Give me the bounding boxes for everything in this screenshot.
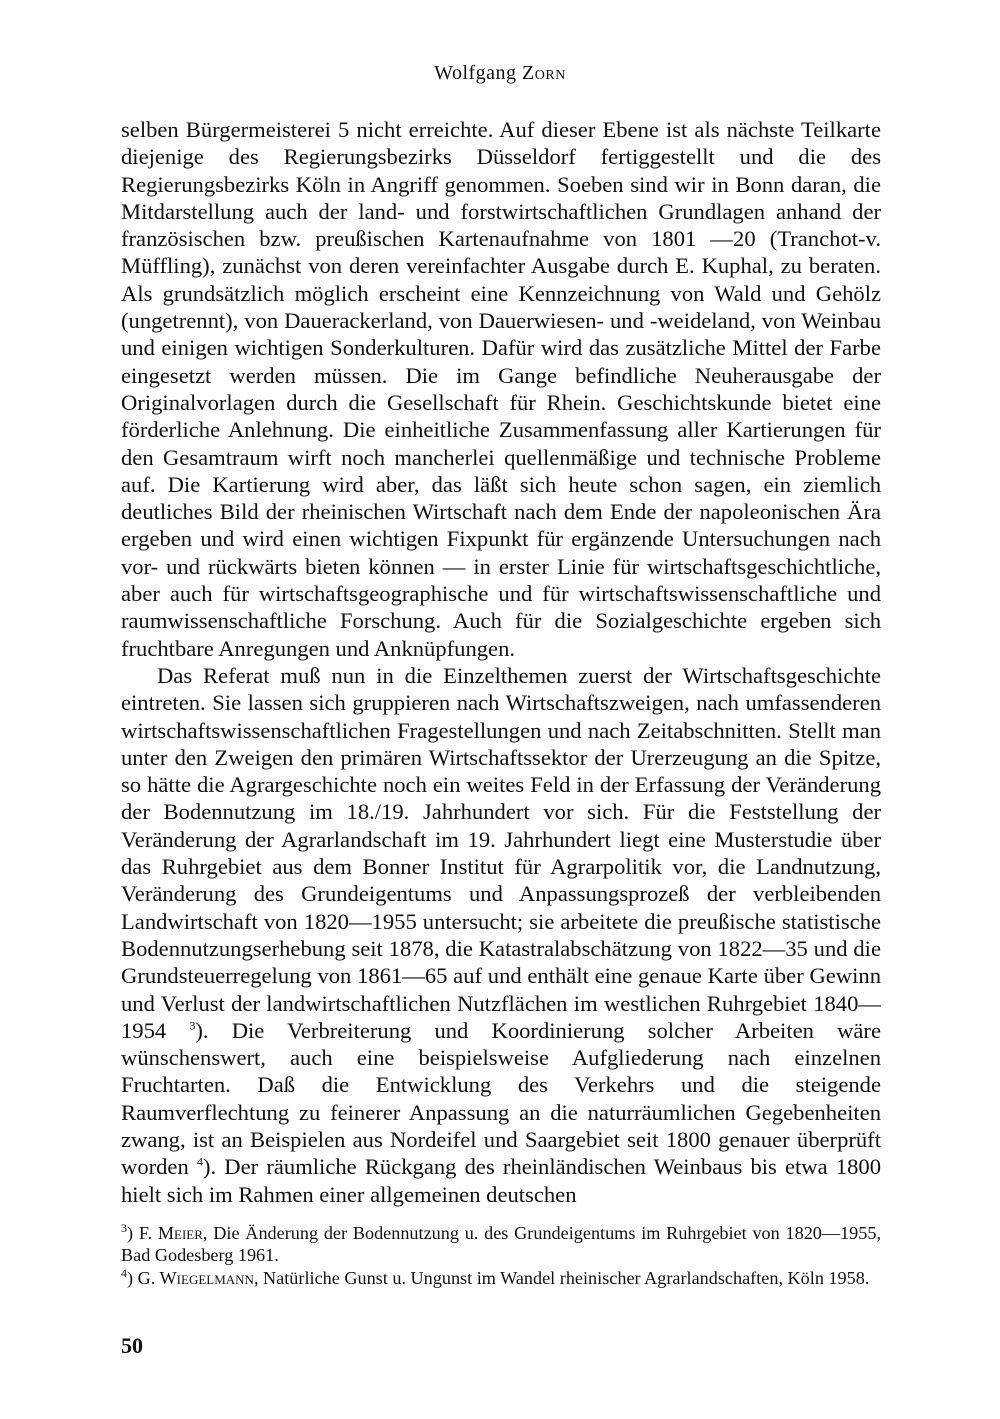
footnote-reference-3: 3 — [189, 1018, 196, 1033]
main-text — [121, 116, 881, 1208]
footnote-reference-4: 4 — [196, 1154, 203, 1169]
footnote-3: $^3$) F. Meier, Die Änderung der Bodennutzung u. des Grundeigentums im Ruhrgebiet von 1820—1955, Bad Godesberg 1961. — [121, 1220, 882, 1266]
footnote-mark: 4 — [121, 1265, 127, 1280]
paragraph-2-text-3: ). Der räumliche Rückgang des rheinländischen Weinbaus bis etwa 1800 hielt sich im Rahmen einer allgemeinen deutschen — [121, 1154, 881, 1207]
footnotes — [121, 1222, 881, 1289]
footnote-author: G. Wiegelmann — [137, 1267, 254, 1288]
paragraph-1: selben Bürgermeisterei 5 nicht erreichte. Auf dieser Ebene ist als nächste Teilkarte diejenige des Regierungsbezirks Düsseldorf fertiggestellt und die des Regierungsbezirks Köln in Angriff genommen. Soeben sind wir in Bonn daran, die Mitdarstellung auch der land- und forstwirtschaftlichen Grundlagen anhand der französischen bzw. preußischen Kartenaufnahme von 1801 —20 (Tranchot-v. Müffling), zunächst von deren vereinfachter Ausgabe durch E. Kuphal, zu beraten. Als grundsätzlich möglich erscheint eine Kennzeichnung von Wald und Gehölz (ungetrennt), von Dauerackerland, von Dauerwiesen- und -weideland, von Weinbau und einigen wichtigen Sonderkulturen. Dafür wird das zusätzliche Mittel der Farbe eingesetzt werden müssen. Die im Gange befindliche Neuherausgabe der Originalvorlagen durch die Gesellschaft für Rhein. Geschichtskunde bietet eine förderliche Anlehnung. Die einheitliche Zusammenfassung aller Kartierungen für den Gesamtraum wirft noch mancherlei quellenmäßige und technische Probleme auf. Die Kartierung wird aber, das läßt sich heute schon sagen, ein ziemlich deutliches Bild der rheinischen Wirtschaft nach dem Ende der napoleonischen Ära ergeben und wird einen wichtigen Fixpunkt für ergänzende Untersuchungen nach vor- und rückwärts bieten können — in erster Linie für wirtschaftsgeschichtliche, aber auch für wirtschaftsgeographische und für wirtschaftswissenschaftliche und raumwissenschaftliche Forschung. Auch für die Sozialgeschichte ergeben sich fruchtbare Anregungen und Anknüpfungen. — [121, 117, 881, 661]
paragraph-2-text-2: ). Die Verbreiterung und Koordinierung solcher Arbeiten wäre wünschenswert, auch eine beispielsweise Aufgliederung nach einzelnen Fruchtarten. Daß die Entwicklung des Verkehrs und die steigende Raumverflechtung zu feinerer Anpassung an die naturräumlichen Gegebenheiten zwang, ist an Beispielen aus Nordeifel und Saargebiet seit 1800 genauer überprüft worden — [121, 1017, 881, 1180]
running-header — [0, 62, 1000, 85]
header-author-last-name: Zorn — [522, 62, 566, 84]
paragraph-2-text-1: Das Referat muß nun in die Einzelthemen zuerst der Wirtschaftsgeschichte eintreten. Sie lassen sich gruppieren nach Wirtschaftszweigen, nach umfassenderen wirtschaftswissenschaftlichen Fragestellungen und nach Zeitabschnitten. Stellt man unter den Zweigen den primären Wirtschaftssektor der Urerzeugung an die Spitze, so hätte die Agrargeschichte noch ein weites Feld in der Erfassung der Veränderung der Bodennutzung im 18./19. Jahrhundert vor sich. Für die Feststellung der Veränderung der Agrarlandschaft im 19. Jahrhundert liegt eine Musterstudie über das Ruhrgebiet aus dem Bonner Institut für Agrarpolitik vor, die Landnutzung, Veränderung des Grundeigentums und Anpassungsprozeß der verbleibenden Landwirtschaft von 1820—1955 untersucht; sie arbeitete die preußische statistische Bodennutzungserhebung seit 1878, die Katastralabschätzung von 1822—35 und die Grundsteuerregelung von 1861—65 auf und enthält eine genaue Karte über Gewinn und Verlust der landwirtschaftlichen Nutzflächen im westlichen Ruhrgebiet 1840—1954 — [121, 662, 881, 1043]
footnote-4: $^4$) G. Wiegelmann, Natürliche Gunst u. Ungunst im Wandel rheinischer Agrarlandschaften, Köln 1958. — [121, 1265, 870, 1288]
footnote-text: , Natürliche Gunst u. Ungunst im Wandel rheinischer Agrarlandschaften, Köln 1958. — [253, 1267, 870, 1288]
footnote-mark: 3 — [121, 1220, 127, 1235]
footnote-author: F. Meier — [138, 1223, 203, 1243]
footnote-text: , Die Änderung der Bodennutzung u. des Grundeigentums im Ruhrgebiet von 1820—1955, Bad Godesberg 1961. — [121, 1223, 882, 1266]
page-number: 50 — [121, 1333, 143, 1358]
header-author-first-name: Wolfgang — [434, 62, 517, 84]
paragraph-2 — [121, 662, 881, 1208]
